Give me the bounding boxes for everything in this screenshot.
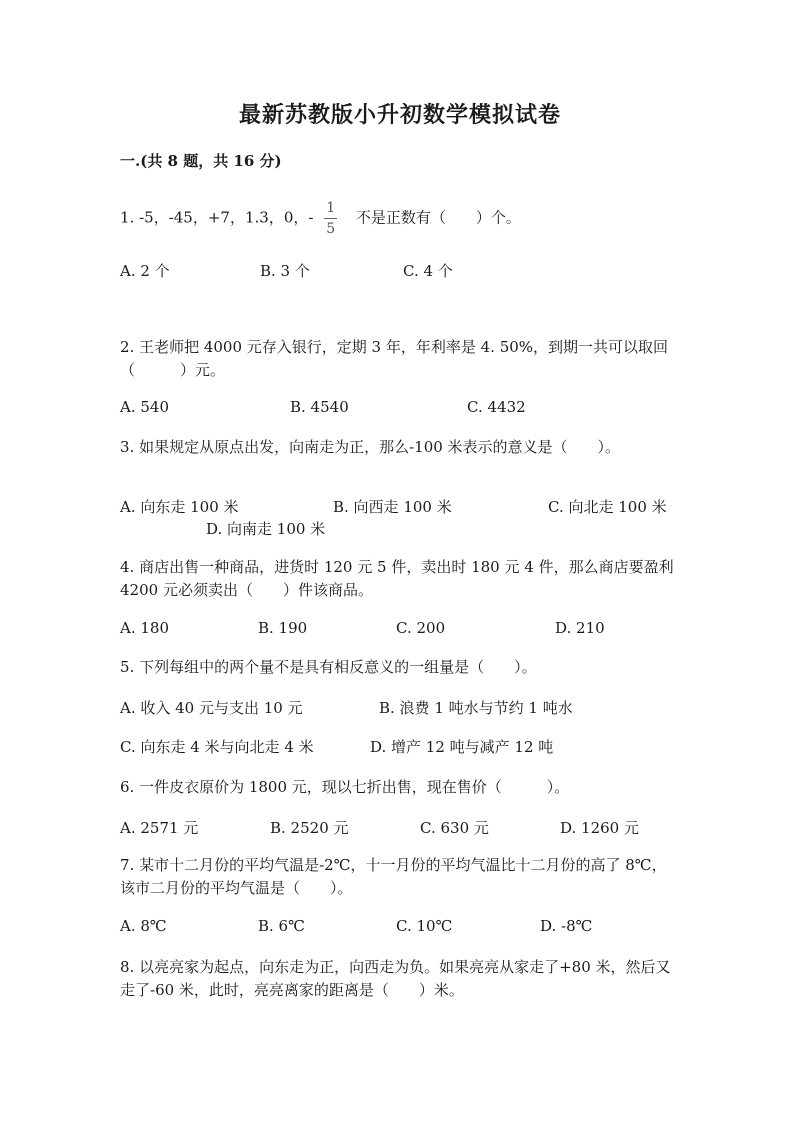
- q6-option-a: A. 2571 元: [120, 819, 199, 837]
- q2-option-c: C. 4432: [467, 398, 526, 416]
- fraction-denominator: 5: [326, 221, 336, 237]
- question-4: 4. 商店出售一种商品，进货时 120 元 5 件，卖出时 180 元 4 件，那么商店要盈利 4200 元必须卖出（ ）件该商品。: [120, 558, 674, 599]
- q7-option-b: B. 6℃: [258, 917, 305, 935]
- section-heading: 一.(共 8 题，共 16 分): [120, 152, 282, 170]
- question-6: 6. 一件皮衣原价为 1800 元，现以七折出售，现在售价（ ）。: [120, 778, 570, 796]
- q5-option-c: C. 向东走 4 米与向北走 4 米: [120, 738, 314, 756]
- fraction: [324, 199, 337, 238]
- question-1: [120, 199, 680, 238]
- q5-option-b: B. 浪费 1 吨水与节约 1 吨水: [379, 699, 573, 717]
- question-7: 7. 某市十二月份的平均气温是-2℃，十一月份的平均气温比十二月份的高了 8℃，该市二月份的平均气温是（ ）。: [120, 856, 667, 897]
- q4-option-c: C. 200: [396, 619, 446, 637]
- q5-option-a: A. 收入 40 元与支出 10 元: [120, 699, 303, 717]
- q3-option-b: B. 向西走 100 米: [333, 498, 452, 516]
- q6-option-c: C. 630 元: [420, 819, 489, 837]
- q4-option-d: D. 210: [555, 619, 605, 637]
- q4-option-a: A. 180: [120, 619, 169, 637]
- question-1-prefix: 1. -5，-45，+7，1.3，0，-: [120, 208, 314, 227]
- q6-option-d: D. 1260 元: [560, 819, 639, 837]
- q3-option-d: D. 向南走 100 米: [206, 520, 326, 538]
- q7-option-a: A. 8℃: [120, 917, 167, 935]
- q4-option-b: B. 190: [258, 619, 308, 637]
- q3-option-a: A. 向东走 100 米: [120, 498, 239, 516]
- fraction-bar: [324, 218, 337, 219]
- question-8: 8. 以亮亮家为起点，向东走为正，向西走为负。如果亮亮从家走了+80 米，然后又走了-60 米，此时，亮亮离家的距离是（ ）米。: [120, 958, 671, 999]
- q2-option-a: A. 540: [120, 398, 169, 416]
- q7-option-d: D. -8℃: [540, 917, 593, 935]
- question-5: 5. 下列每组中的两个量不是具有相反意义的一组量是（ ）。: [120, 658, 537, 676]
- exam-title: 最新苏教版小升初数学模拟试卷: [238, 102, 561, 128]
- q1-option-a: A. 2 个: [120, 262, 170, 280]
- q5-option-d: D. 增产 12 吨与减产 12 吨: [370, 738, 554, 756]
- q2-option-b: B. 4540: [290, 398, 349, 416]
- question-1-suffix: 不是正数有（ ）个。: [355, 208, 521, 227]
- q7-option-c: C. 10℃: [396, 917, 453, 935]
- question-3: 3. 如果规定从原点出发，向南走为正，那么-100 米表示的意义是（ ）。: [120, 438, 621, 456]
- q1-option-c: C. 4 个: [403, 262, 453, 280]
- q1-option-b: B. 3 个: [260, 262, 310, 280]
- q3-option-c: C. 向北走 100 米: [548, 498, 667, 516]
- question-2: 2. 王老师把 4000 元存入银行，定期 3 年，年利率是 4. 50%，到期一共可以取回（ ）元。: [120, 338, 669, 379]
- fraction-numerator: 1: [326, 200, 336, 216]
- q6-option-b: B. 2520 元: [270, 819, 349, 837]
